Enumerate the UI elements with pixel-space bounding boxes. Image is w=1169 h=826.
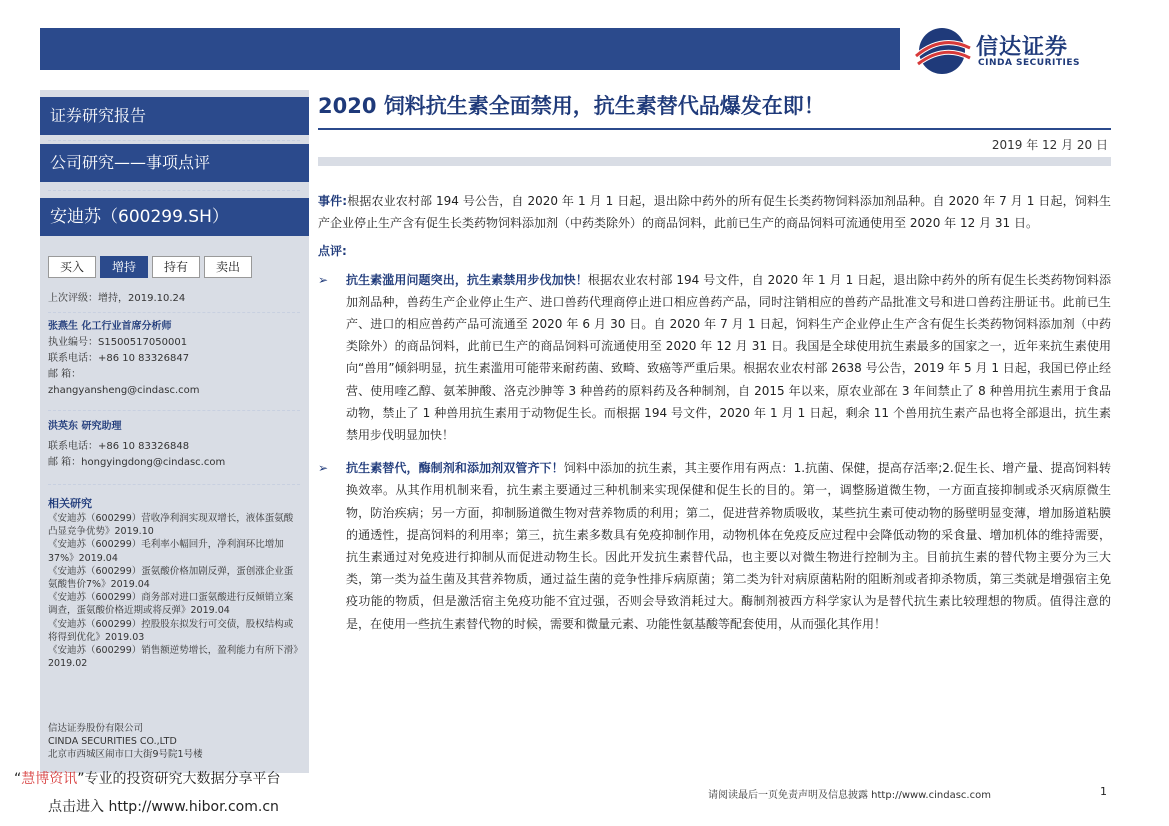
watermark-quote: “: [14, 771, 22, 787]
sidebar: [40, 90, 309, 773]
bullet-lead: 抗生素滥用问题突出，抗生素禁用步伐加快！: [346, 272, 588, 287]
analyst-1-cert: 执业编号：S1500517050001: [48, 337, 188, 348]
bullet-arrow-icon: ➢: [318, 272, 329, 287]
report-date: 2019 年 12 月 20 日: [991, 138, 1108, 152]
analyst-1-phone: 联系电话：+86 10 83326847: [48, 353, 190, 364]
top-banner: [40, 28, 900, 70]
sidebar-divider: [48, 140, 300, 141]
comment-bullet: [318, 457, 1111, 635]
company-name-cn: 信达证券股份有限公司: [48, 723, 144, 734]
report-subtype: 公司研究——事项点评: [40, 144, 309, 182]
related-item: 《安迪苏（600299）蛋氨酸价格加剧反弹，蛋创涨企业蛋氨酸售价7%》2019.04: [48, 565, 294, 591]
rating-overweight: 增持: [100, 256, 148, 278]
related-item: 《安迪苏（600299）商务部对进口蛋氨酸进行反倾销立案调查，蛋氨酸价格近期或将反弹》2019.04: [48, 592, 294, 617]
report-type: 证券研究报告: [40, 97, 309, 135]
cinda-logo: [912, 26, 1112, 76]
disclaimer-note: 请阅读最后一页免责声明及信息披露 http://www.cindasc.com: [708, 790, 991, 801]
event-label: 事件:: [318, 194, 348, 208]
logo-en-text: CINDA SECURITIES: [978, 58, 1080, 68]
related-research-title: 相关研究: [48, 497, 92, 510]
company-address: 北京市西城区闹市口大街9号院1号楼: [48, 749, 203, 760]
sidebar-divider: [48, 190, 300, 191]
analyst-1-name: 张燕生 化工行业首席分析师: [48, 321, 172, 332]
title-divider: [318, 128, 1111, 130]
event-text: 根据农业农村部 194 号公告，自 2020 年 1 月 1 日起，退出除中药外的所有促生长类药物饲料添加剂品种。自 2020 年 7 月 1 日起，饲料生产企业停止生产含有促生长类药物饲料添加剂（中药类除外）的商品饲料，此前已生产的商品饲料可流通使用至 2020 年 12 月 31 日。: [318, 194, 1111, 231]
related-item: 《安迪苏（600299）毛利率小幅回升，净利润环比增加37%》2019.04: [48, 539, 284, 564]
related-item: 《安迪苏（600299）控股股东拟发行可交债，股权结构或将得到优化》2019.03: [48, 618, 294, 643]
sidebar-divider: [48, 410, 300, 411]
analyst-2-name: 洪英东 研究助理: [48, 421, 122, 432]
company-info: [48, 722, 203, 761]
related-item: 《安迪苏（600299）营收净利润实现双增长，液体蛋氨酸凸显竞争优势》2019.10: [48, 513, 294, 538]
sidebar-divider: [48, 484, 300, 485]
stock-name: 安迪苏（600299.SH）: [40, 198, 309, 236]
comment-label: 点评:: [318, 244, 347, 259]
bullet-arrow-icon: ➢: [318, 461, 329, 476]
bullet-lead: 抗生素替代，酶制剂和添加剂双管齐下！: [346, 461, 564, 476]
previous-rating: 上次评级：增持，2019.10.24: [48, 293, 186, 304]
date-divider: [318, 157, 1111, 166]
rating-buy: 买入: [48, 256, 96, 278]
analyst-2-email: 邮 箱：hongyingdong@cindasc.com: [48, 457, 226, 468]
watermark-slogan: ”专业的投资研究大数据分享平台: [77, 771, 281, 787]
company-name-en: CINDA SECURITIES CO.,LTD: [48, 736, 177, 747]
hibor-link[interactable]: 点击进入 http://www.hibor.com.cn: [48, 799, 279, 815]
sidebar-divider: [48, 312, 300, 313]
related-item: 《安迪苏（600299）销售额逆势增长，盈利能力有所下滑》2019.02: [48, 645, 299, 670]
bullet-text: 饲料中添加的抗生素，其主要作用有两点：1.抗菌、保健，提高存活率;2.促生长、增产量、提高饲料转换效率。从其作用机制来看，抗生素主要通过三种机制来实现保健和促生长的目的。第一，调整肠道微生物，一方面直接抑制或杀灭病原微生物，防治疾病；另一方面，抑制肠道微生物对营养物质的利用；第二，促进营养物质吸收，某些抗生素可使动物的肠壁明显变薄，增加肠道粘膜的通透性，提高饲料的利用率；第三，抗生素多数具有免疫抑制作用，动物机体在免疫反应过程中会降低动物的采食量、增加机体的维持需要，抗生素通过对免疫进行抑制从而促进动物生长。因此开发抗生素替代品，也主要以对微生物进行控制为主。目前抗生素的替代物主要分为三大类，第一类为益生菌及其营养物质，通过益生菌的竞争性排斥病原菌；第二类为针对病原菌粘附的阻断剂或者抑杀物质，第三类就是增强宿主免疫功能的物质，但是激活宿主免疫功能不宜过强，否则会导致消耗过大。酶制剂被西方科学家认为是替代抗生素比较理想的物质。值得注意的是，在使用一些抗生素替代物的时候，需要和微量元素、功能性氨基酸等配套使用，从而强化其作用！: [346, 461, 1111, 631]
related-research: [48, 496, 302, 670]
rating-hold: 持有: [152, 256, 200, 278]
analyst-1-email: zhangyansheng@cindasc.com: [48, 385, 200, 396]
analyst-2-phone: 联系电话：+86 10 83326848: [48, 441, 190, 452]
comment-bullet: [318, 269, 1111, 447]
report-title: 2020 饲料抗生素全面禁用，抗生素替代品爆发在即！: [318, 94, 825, 118]
analyst-1-email-label: 邮 箱：: [48, 369, 82, 380]
logo-cn-text: 信达证券: [976, 35, 1069, 60]
bullet-text: 根据农业农村部 194 号文件，自 2020 年 1 月 1 日起，退出除中药外的所有促生长类药物饲料添加剂品种，兽药生产企业停止生产、进口兽药代理商停止进口相应兽药产品，同时注销相应的兽药产品批准文号和进口兽药注册证书。此前已生产、进口的相应兽药产品可流通至 2020 年 6 月 30 日。自 2020 年 7 月 1 日起，饲料生产企业停止生产含有促生长类药物饲料添加剂（中药类除外）的商品饲料，此前已生产的商品饲料可流通使用至 2020 年 12 月 31 日。我国是全球使用抗生素最多的国家之一，近年来抗生素使用向“兽用”倾斜明显，抗生素滥用可能带来耐药菌、致畸、致癌等严重后果。根据农业农村部 2638 号公告，2019 年 5 月 1 日起，我国已停止经营、使用喹乙醇、氨苯胂酸、洛克沙胂等 3 种兽药的原料药及各种制剂，自 2015 年以来，原农业部在 3 年间禁止了 8 种兽用抗生素用于食品动物，禁止了 1 种兽用抗生素用于动物促生长。而根据 194 号文件，2020 年 1 月 1 日起，剩余 11 个兽用抗生素产品也将全部退出，抗生素禁用步伐明显加快！: [346, 272, 1111, 443]
report-body: [318, 190, 1111, 635]
event-paragraph: [318, 190, 1111, 234]
rating-sell: 卖出: [204, 256, 252, 278]
page-number: 1: [1100, 785, 1107, 798]
cinda-logo-icon: [912, 26, 974, 76]
watermark-brand: 慧博资讯: [21, 771, 78, 787]
hibor-watermark: [14, 768, 281, 788]
